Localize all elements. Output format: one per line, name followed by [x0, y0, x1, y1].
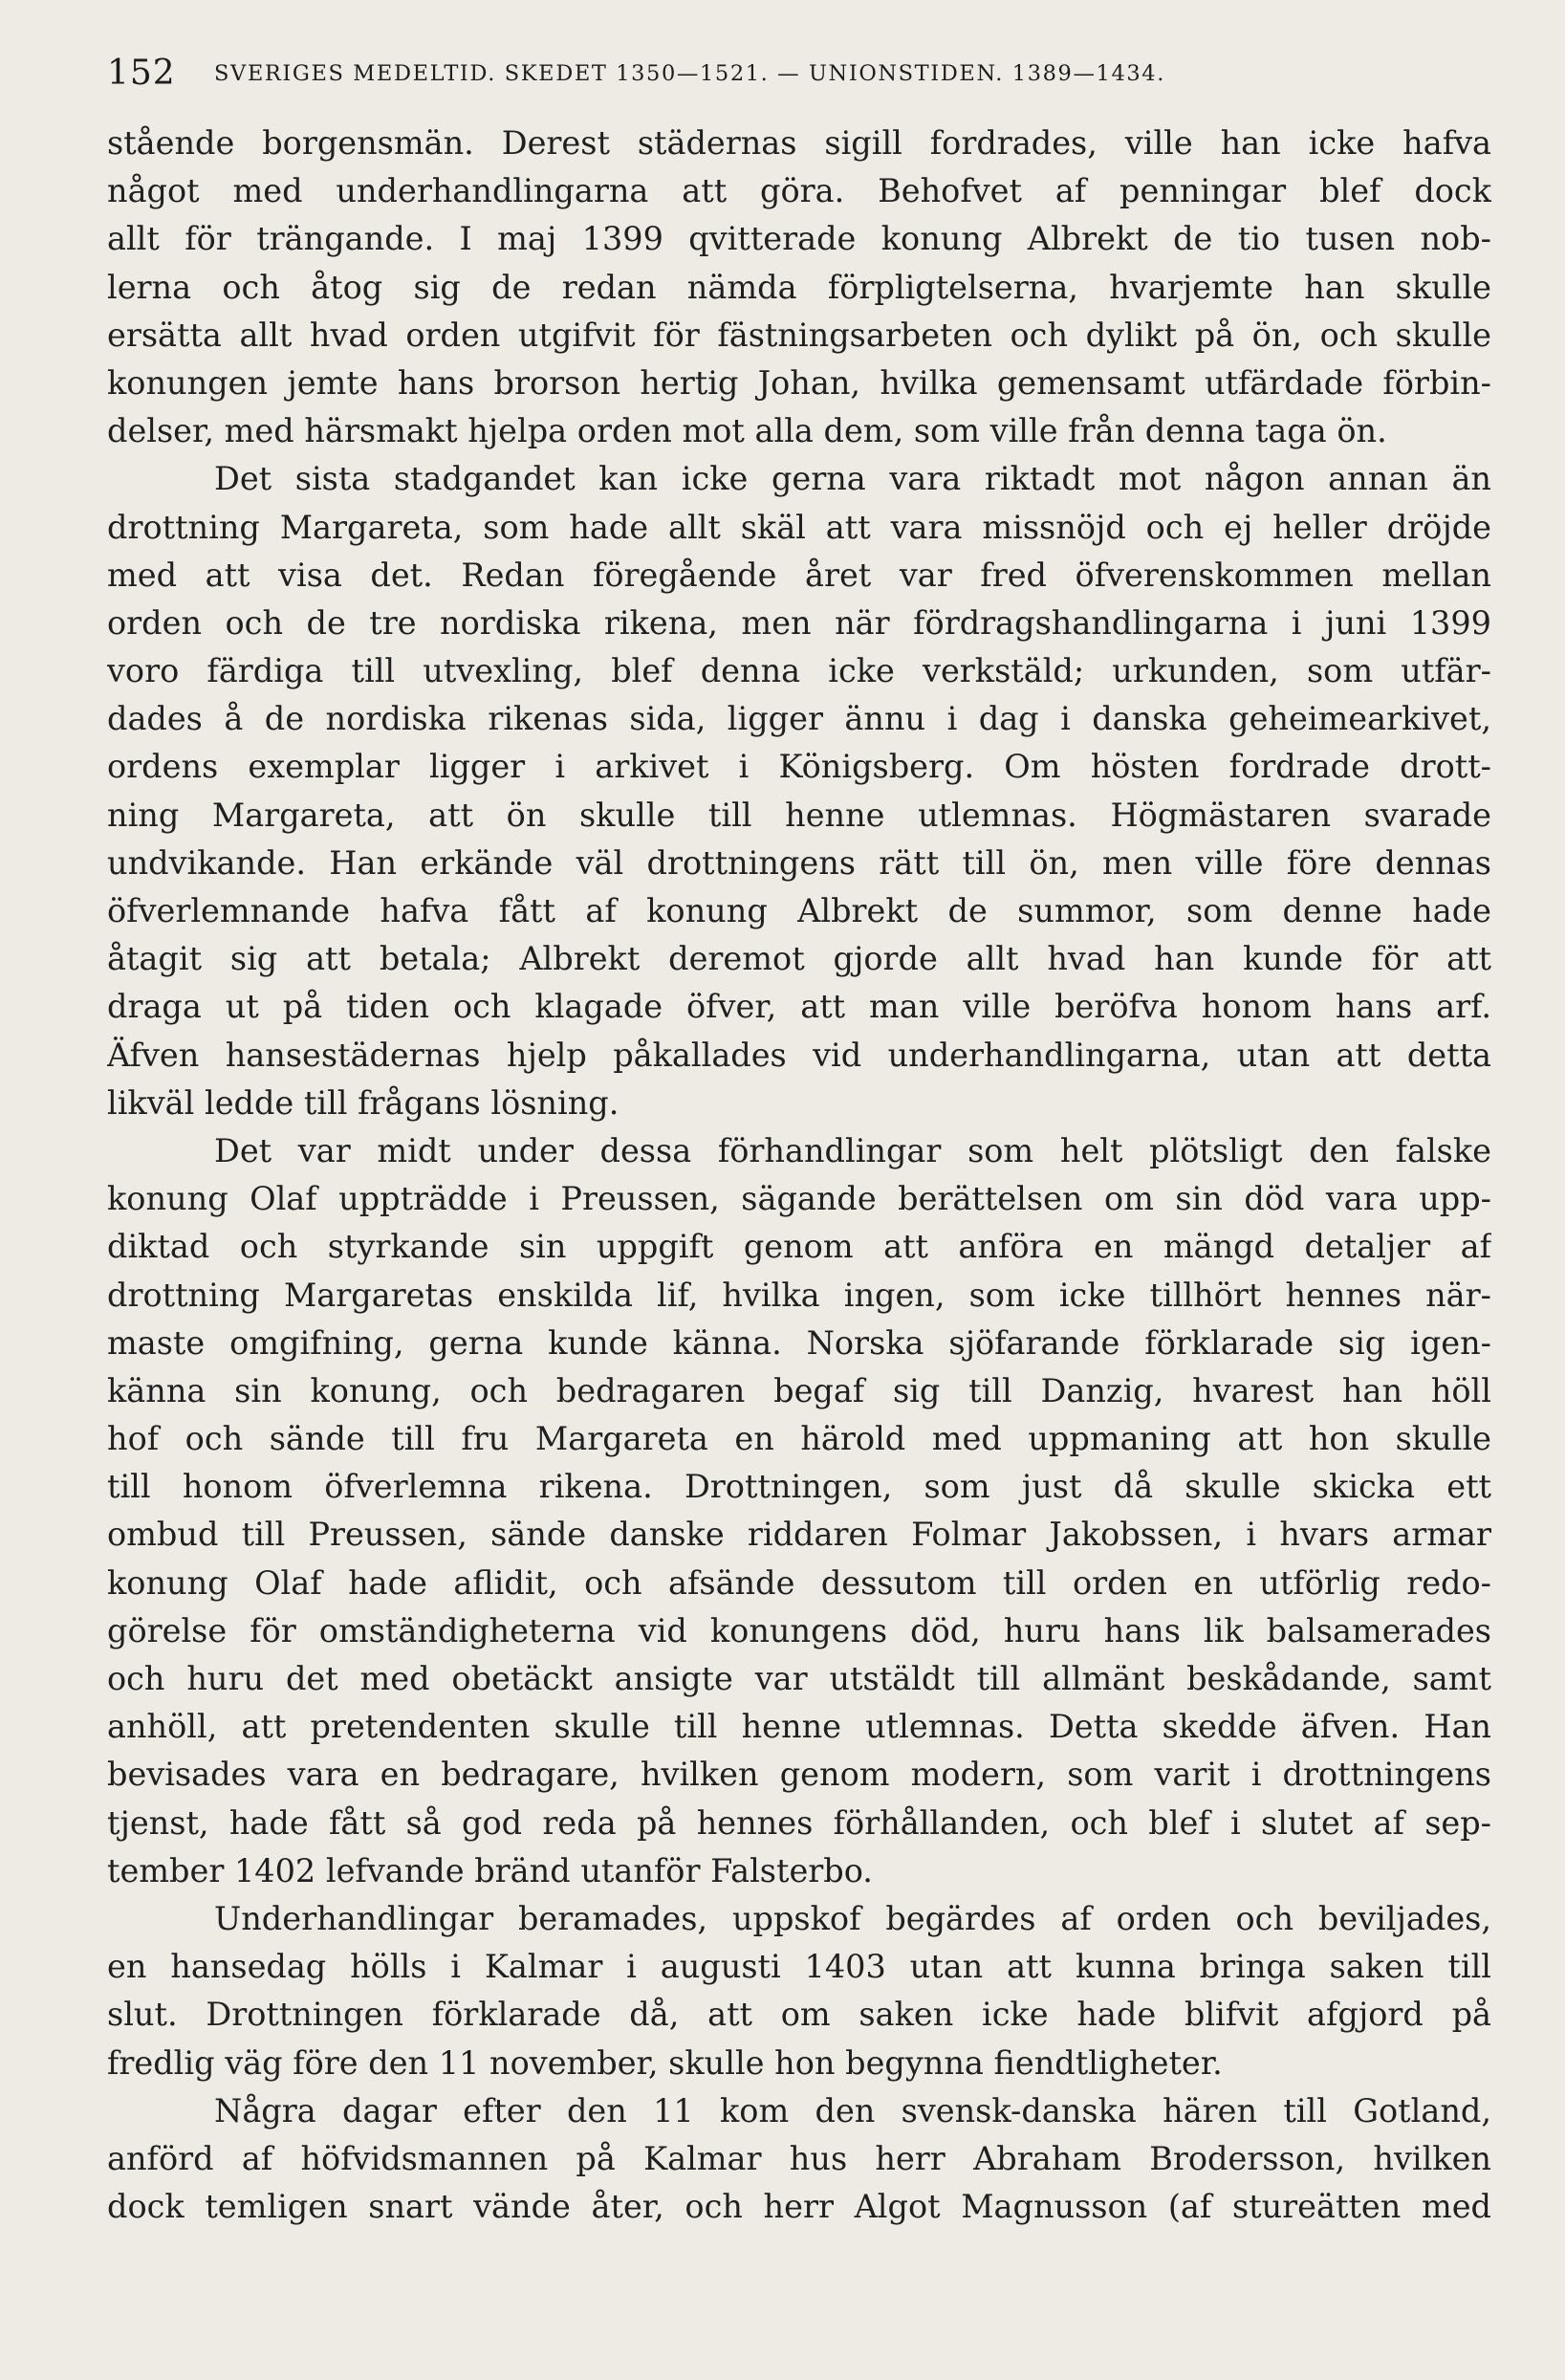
- text-line: bevisades vara en bedragare, hvilken genom modern, som varit i drottningens: [107, 1756, 1491, 1794]
- text-line: stående borgensmän. Derest städernas sigill fordrades, ville han icke hafva: [107, 124, 1491, 162]
- text-line: voro färdiga till utvexling, blef denna icke verkstäld; urkunden, som utfär-: [107, 652, 1491, 690]
- text-line: fredlig väg före den 11 november, skulle hon begynna fiendtligheter.: [107, 2043, 1223, 2082]
- text-line: diktad och styrkande sin uppgift genom att anföra en mängd detaljer af: [107, 1228, 1491, 1266]
- text-line: konung Olaf hade aflidit, och afsände dessutom till orden en utförlig redo-: [107, 1563, 1491, 1602]
- text-line: likväl ledde till frågans lösning.: [107, 1083, 619, 1122]
- text-line: konung Olaf uppträdde i Preussen, sägande berättelsen om sin död vara upp-: [107, 1180, 1491, 1218]
- text-line: orden och de tre nordiska rikena, men när fördragshandlingarna i juni 1399: [107, 603, 1491, 642]
- text-line: tember 1402 lefvande bränd utanför Falsterbo.: [107, 1851, 873, 1889]
- text-line: draga ut på tiden och klagade öfver, att man ville beröfva honom hans arf.: [107, 988, 1491, 1026]
- text-line: anhöll, att pretendenten skulle till henne utlemnas. Detta skedde äfven. Han: [107, 1708, 1491, 1746]
- text-line: undvikande. Han erkände väl drottningens rätt till ön, men ville före dennas: [107, 843, 1491, 882]
- running-head: [107, 54, 1484, 96]
- paragraph-start-line: Några dagar efter den 11 kom den svensk-danska hären till Gotland,: [214, 2091, 1491, 2129]
- paragraph-start-line: Det var midt under dessa förhandlingar som helt plötsligt den falske: [214, 1131, 1491, 1169]
- text-line: något med underhandlingarna att göra. Behofvet af penningar blef dock: [107, 172, 1491, 210]
- text-line: en hansedag hölls i Kalmar i augusti 1403 utan att kunna bringa saken till: [107, 1948, 1491, 1986]
- text-line: känna sin konung, och bedragaren begaf sig till Danzig, hvarest han höll: [107, 1371, 1491, 1409]
- text-line: delser, med härsmakt hjelpa orden mot alla dem, som ville från denna taga ön.: [107, 412, 1387, 450]
- text-line: görelse för omständigheterna vid konungens död, huru hans lik balsamerades: [107, 1611, 1491, 1649]
- running-title: SVERIGES MEDELTID. SKEDET 1350—1521. — UNIONSTIDEN. 1389—1434.: [214, 61, 1165, 86]
- text-line: tjenst, hade fått så god reda på hennes förhållanden, och blef i slutet af sep-: [107, 1803, 1491, 1842]
- body-text: [107, 120, 1491, 2231]
- text-line: konungen jemte hans brorson hertig Johan, hvilka gemensamt utfärdade förbin-: [107, 363, 1491, 402]
- text-line: ombud till Preussen, sände danske riddaren Folmar Jakobssen, i hvars armar: [107, 1516, 1491, 1554]
- text-line: slut. Drottningen förklarade då, att om saken icke hade blifvit afgjord på: [107, 1996, 1491, 2034]
- text-line: åtagit sig att betala; Albrekt deremot gjorde allt hvad han kunde för att: [107, 940, 1491, 978]
- text-line: drottning Margareta, som hade allt skäl att vara missnöjd och ej heller dröjde: [107, 508, 1491, 546]
- text-line: och huru det med obetäckt ansigte var utstäldt till allmänt beskådande, samt: [107, 1660, 1491, 1697]
- page-number: 152: [107, 54, 176, 93]
- text-line: Äfven hansestädernas hjelp påkallades vid underhandlingarna, utan att detta: [107, 1036, 1491, 1074]
- text-line: maste omgifning, gerna kunde känna. Norska sjöfarande förklarade sig igen-: [107, 1323, 1491, 1362]
- text-line: med att visa det. Redan föregående året var fred öfverenskommen mellan: [107, 556, 1491, 594]
- text-line: ning Margareta, att ön skulle till henne utlemnas. Högmästaren svarade: [107, 796, 1491, 834]
- text-line: ersätta allt hvad orden utgifvit för fästningsarbeten och dylikt på ön, och skulle: [107, 316, 1491, 354]
- paragraph-start-line: Det sista stadgandet kan icke gerna vara riktadt mot någon annan än: [214, 460, 1491, 498]
- text-line: lerna och åtog sig de redan nämda förpligtelserna, hvarjemte han skulle: [107, 268, 1491, 306]
- text-line: dock temligen snart vände åter, och herr Algot Magnusson (af stureätten med: [107, 2188, 1491, 2226]
- paragraph-start-line: Underhandlingar beramades, uppskof begärdes af orden och beviljades,: [214, 1899, 1491, 1937]
- text-line: hof och sände till fru Margareta en härold med uppmaning att hon skulle: [107, 1420, 1491, 1458]
- text-line: allt för trängande. I maj 1399 qvitterade konung Albrekt de tio tusen nob-: [107, 220, 1491, 258]
- text-line: till honom öfverlemna rikena. Drottningen, som just då skulle skicka ett: [107, 1468, 1491, 1506]
- text-line: drottning Margaretas enskilda lif, hvilka ingen, som icke tillhört hennes när-: [107, 1276, 1491, 1314]
- text-line: ordens exemplar ligger i arkivet i Königsberg. Om hösten fordrade drott-: [107, 748, 1491, 786]
- text-line: dades å de nordiska rikenas sida, ligger ännu i dag i danska geheimearkivet,: [107, 700, 1491, 738]
- text-line: öfverlemnande hafva fått af konung Albrekt de summor, som denne hade: [107, 892, 1491, 929]
- text-line: anförd af höfvidsmannen på Kalmar hus herr Abraham Brodersson, hvilken: [107, 2139, 1491, 2177]
